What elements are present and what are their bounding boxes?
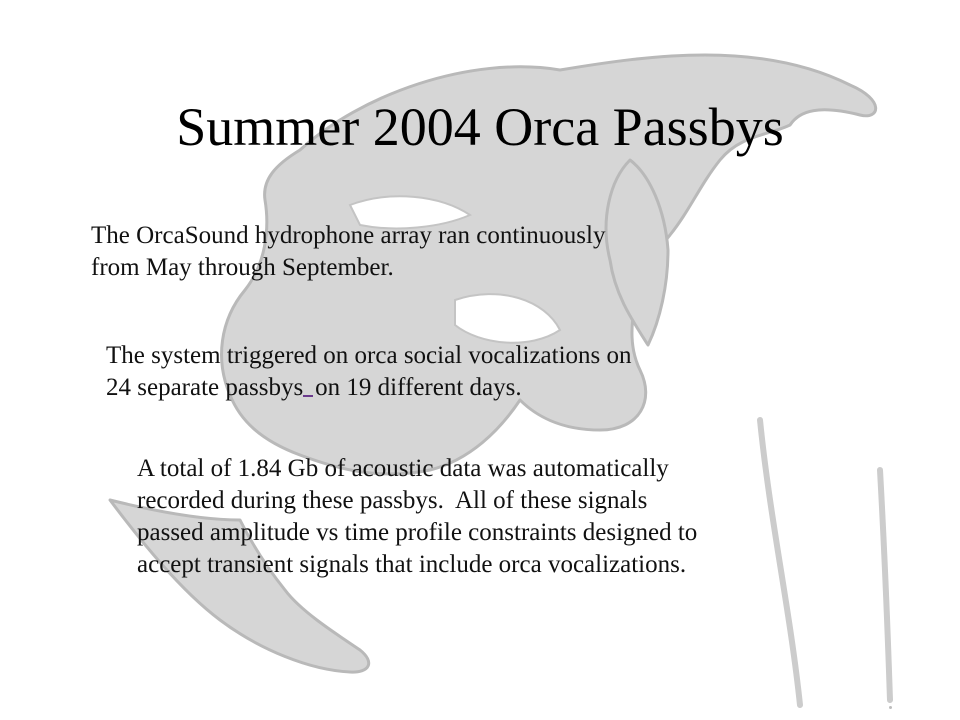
paragraph-line [106, 372, 826, 404]
paragraph-line: The OrcaSound hydrophone array ran continuously [91, 222, 606, 249]
paragraph-line: accept transient signals that include orca vocalizations. [137, 551, 687, 578]
paragraph-line: The system triggered on orca social vocalizations on [106, 342, 632, 369]
page-title: Summer 2004 Orca Passbys [176, 97, 784, 157]
passbys-count-text: 24 separate passbys [106, 374, 304, 401]
paragraph-trigger-summary [106, 340, 826, 404]
paragraph-line: from May through September. [91, 254, 394, 281]
paragraph-array-operation [91, 220, 791, 284]
paragraph-line: A total of 1.84 Gb of acoustic data was automatically [137, 455, 669, 482]
passbys-link[interactable] [303, 375, 313, 397]
paragraph-data-total [137, 453, 897, 581]
paragraph-line: passed amplitude vs time profile constraints designed to [137, 519, 698, 546]
paragraph-line: recorded during these passbys. All of these signals [137, 487, 648, 514]
days-count-text: on 19 different days. [315, 374, 522, 401]
corner-dot-mark [889, 706, 892, 709]
